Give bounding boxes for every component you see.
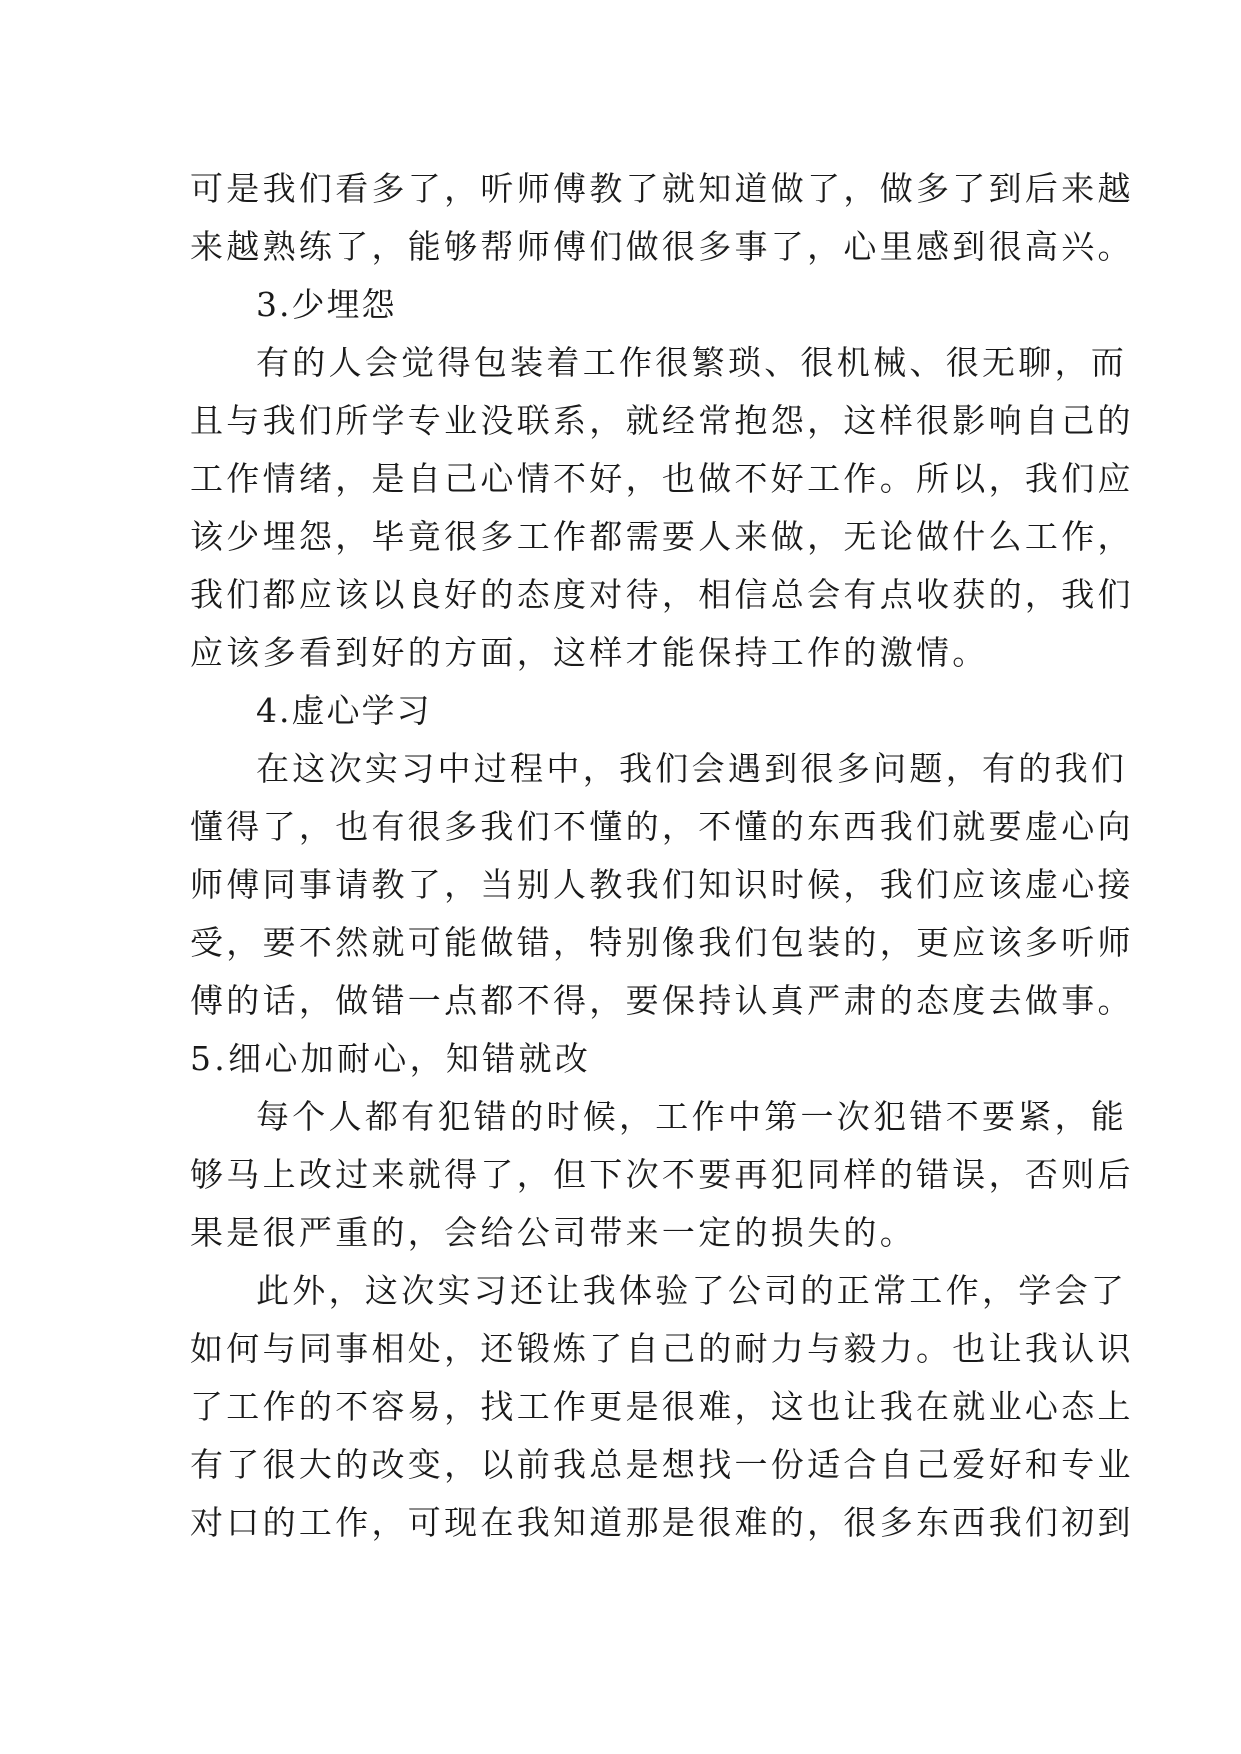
section-heading: 4.虚心学习 xyxy=(256,691,432,730)
body-line: 有了很大的改变，以前我总是想找一份适合自己爱好和专业 xyxy=(190,1445,1134,1484)
body-line: 来越熟练了，能够帮师傅们做很多事了，心里感到很高兴。 xyxy=(190,227,1134,266)
body-line: 如何与同事相处，还锻炼了自己的耐力与毅力。也让我认识 xyxy=(190,1329,1134,1368)
body-line: 懂得了，也有很多我们不懂的，不懂的东西我们就要虚心向 xyxy=(190,807,1134,846)
body-line: 对口的工作，可现在我知道那是很难的，很多东西我们初到 xyxy=(190,1503,1134,1542)
body-line: 可是我们看多了，听师傅教了就知道做了，做多了到后来越 xyxy=(190,169,1134,208)
body-line: 该少埋怨，毕竟很多工作都需要人来做，无论做什么工作， xyxy=(190,517,1134,556)
body-line: 且与我们所学专业没联系，就经常抱怨，这样很影响自己的 xyxy=(190,401,1134,440)
paragraph-first-line: 此外，这次实习还让我体验了公司的正常工作，学会了 xyxy=(256,1271,1128,1310)
body-line: 师傅同事请教了，当别人教我们知识时候，我们应该虚心接 xyxy=(190,865,1134,904)
body-line: 了工作的不容易，找工作更是很难，这也让我在就业心态上 xyxy=(190,1387,1134,1426)
paragraph-first-line: 有的人会觉得包装着工作很繁琐、很机械、很无聊，而 xyxy=(256,343,1128,382)
body-line: 够马上改过来就得了，但下次不要再犯同样的错误，否则后 xyxy=(190,1155,1134,1194)
body-line: 工作情绪，是自己心情不好，也做不好工作。所以，我们应 xyxy=(190,459,1134,498)
body-line: 我们都应该以良好的态度对待，相信总会有点收获的，我们 xyxy=(190,575,1134,614)
paragraph-first-line: 每个人都有犯错的时候，工作中第一次犯错不要紧，能 xyxy=(256,1097,1128,1136)
section-heading: 5.细心加耐心，知错就改 xyxy=(190,1039,592,1078)
paragraph-first-line: 在这次实习中过程中，我们会遇到很多问题，有的我们 xyxy=(256,749,1128,788)
body-line: 傅的话，做错一点都不得，要保持认真严肃的态度去做事。 xyxy=(190,981,1134,1020)
body-line: 果是很严重的，会给公司带来一定的损失的。 xyxy=(190,1213,916,1252)
section-heading: 3.少埋怨 xyxy=(256,285,397,324)
body-line: 受，要不然就可能做错，特别像我们包装的，更应该多听师 xyxy=(190,923,1134,962)
body-line: 应该多看到好的方面，这样才能保持工作的激情。 xyxy=(190,633,989,672)
document-body xyxy=(190,160,1134,1552)
